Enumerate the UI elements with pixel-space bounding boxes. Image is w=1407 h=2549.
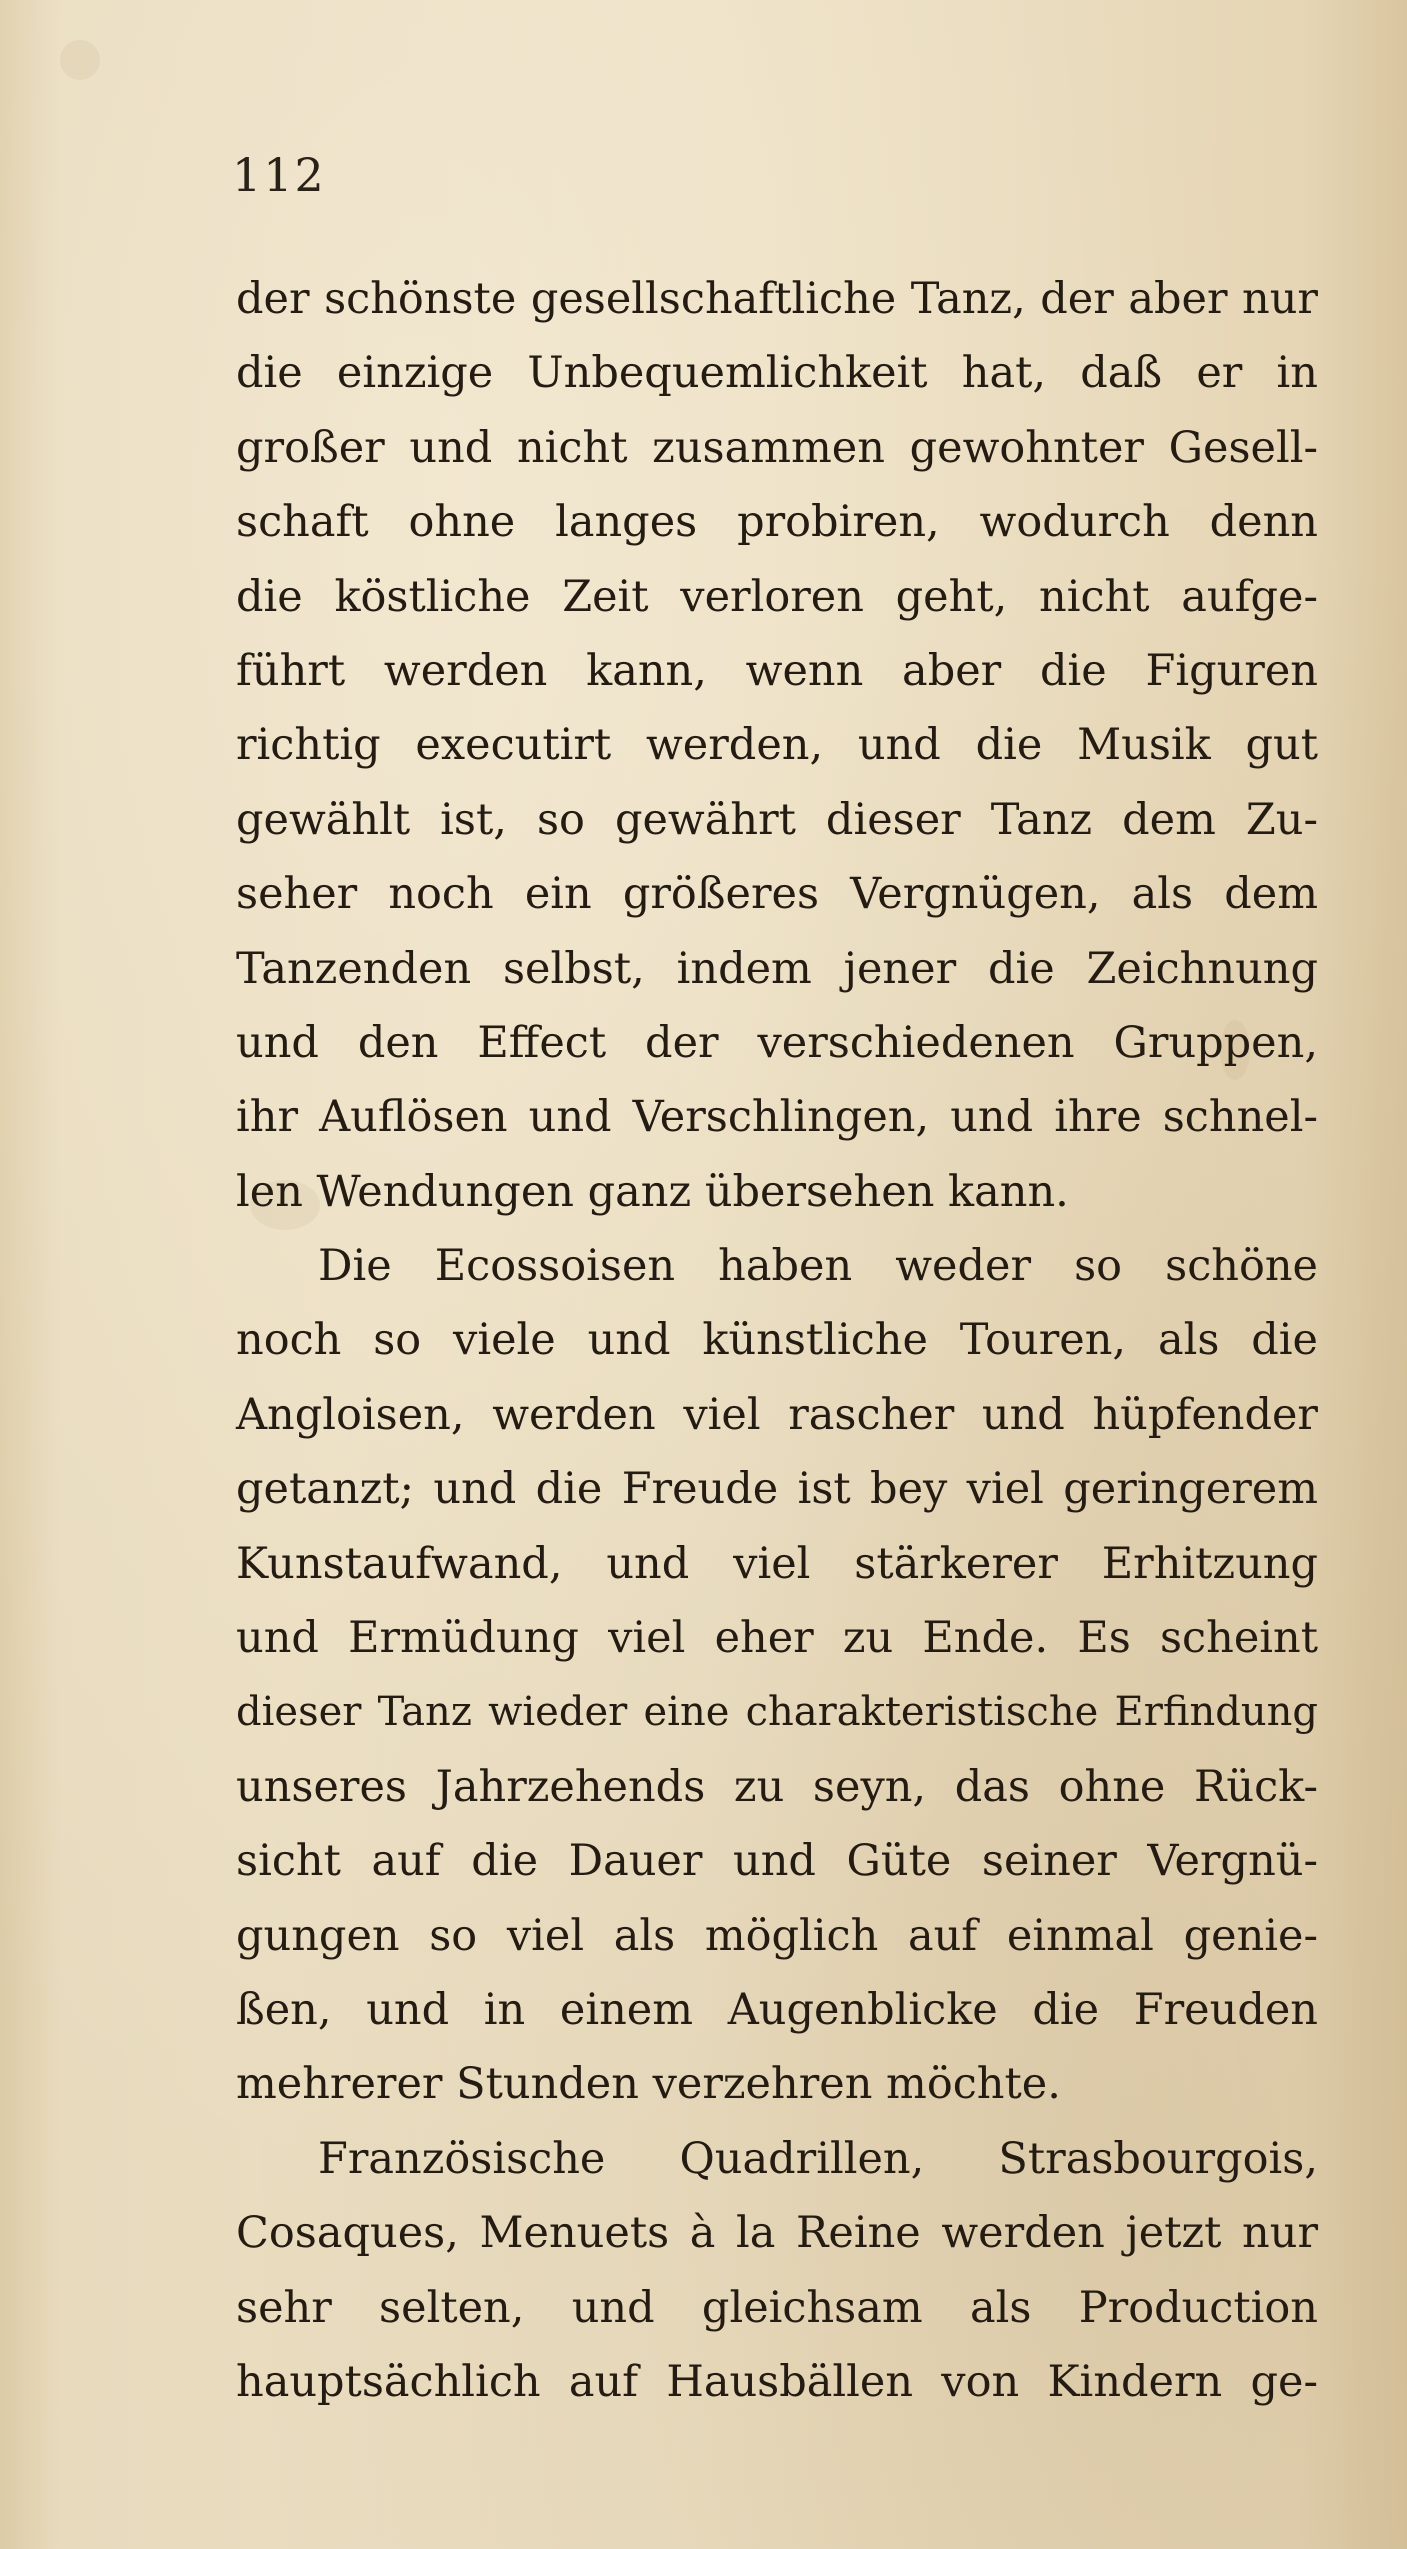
text-line: großer und nicht zusammen gewohnter Gesell- xyxy=(236,422,1318,473)
text-line: getanzt; und die Freude ist bey viel geringerem xyxy=(236,1464,1318,1515)
text-line: Die Ecossoisen haben weder so schöne xyxy=(318,1241,1318,1292)
text-line: ßen, und in einem Augenblicke die Freuden xyxy=(236,1984,1318,2035)
text-line: die einzige Unbequemlichkeit hat, daß er in xyxy=(236,348,1318,399)
text-line: schaft ohne langes probiren, wodurch denn xyxy=(236,497,1318,548)
text-line: ihr Auflösen und Verschlingen, und ihre schnel- xyxy=(236,1092,1318,1143)
text-line: noch so viele und künstliche Touren, als die xyxy=(236,1315,1318,1366)
text-line: mehrerer Stunden verzehren möchte. xyxy=(236,2059,1061,2110)
text-line: der schönste gesellschaftliche Tanz, der aber nur xyxy=(236,274,1318,324)
text-line: und den Effect der verschiedenen Gruppen, xyxy=(236,1017,1318,1068)
paper-stain xyxy=(60,40,100,80)
text-line: Tanzenden selbst, indem jener die Zeichnung xyxy=(236,943,1318,994)
text-line: len Wendungen ganz übersehen kann. xyxy=(236,1166,1069,1217)
text-line: Kunstaufwand, und viel stärkerer Erhitzung xyxy=(236,1538,1318,1589)
text-line: die köstliche Zeit verloren geht, nicht aufge- xyxy=(236,571,1318,622)
text-line: richtig executirt werden, und die Musik gut xyxy=(236,720,1318,771)
text-line: gewählt ist, so gewährt dieser Tanz dem Zu- xyxy=(236,794,1318,845)
text-line: unseres Jahrzehends zu seyn, das ohne Rück- xyxy=(236,1761,1318,1812)
text-line: dieser Tanz wieder eine charakteristische Erfindung xyxy=(236,1689,1318,1736)
text-line: führt werden kann, wenn aber die Figuren xyxy=(236,645,1318,696)
text-line: sehr selten, und gleichsam als Production xyxy=(236,2282,1318,2333)
text-line: und Ermüdung viel eher zu Ende. Es scheint xyxy=(236,1613,1318,1664)
text-line: sicht auf die Dauer und Güte seiner Vergnü- xyxy=(236,1836,1318,1887)
text-line: hauptsächlich auf Hausbällen von Kindern ge- xyxy=(236,2356,1318,2407)
text-line: seher noch ein größeres Vergnügen, als dem xyxy=(236,869,1318,920)
text-line: Cosaques, Menuets à la Reine werden jetzt nur xyxy=(236,2208,1318,2259)
text-line: Französische Quadrillen, Strasbourgois, xyxy=(318,2133,1318,2184)
page-number: 112 xyxy=(232,148,326,202)
text-line: gungen so viel als möglich auf einmal genie- xyxy=(236,1910,1318,1961)
body-text xyxy=(236,262,1318,2419)
text-line: Angloisen, werden viel rascher und hüpfender xyxy=(236,1389,1318,1440)
